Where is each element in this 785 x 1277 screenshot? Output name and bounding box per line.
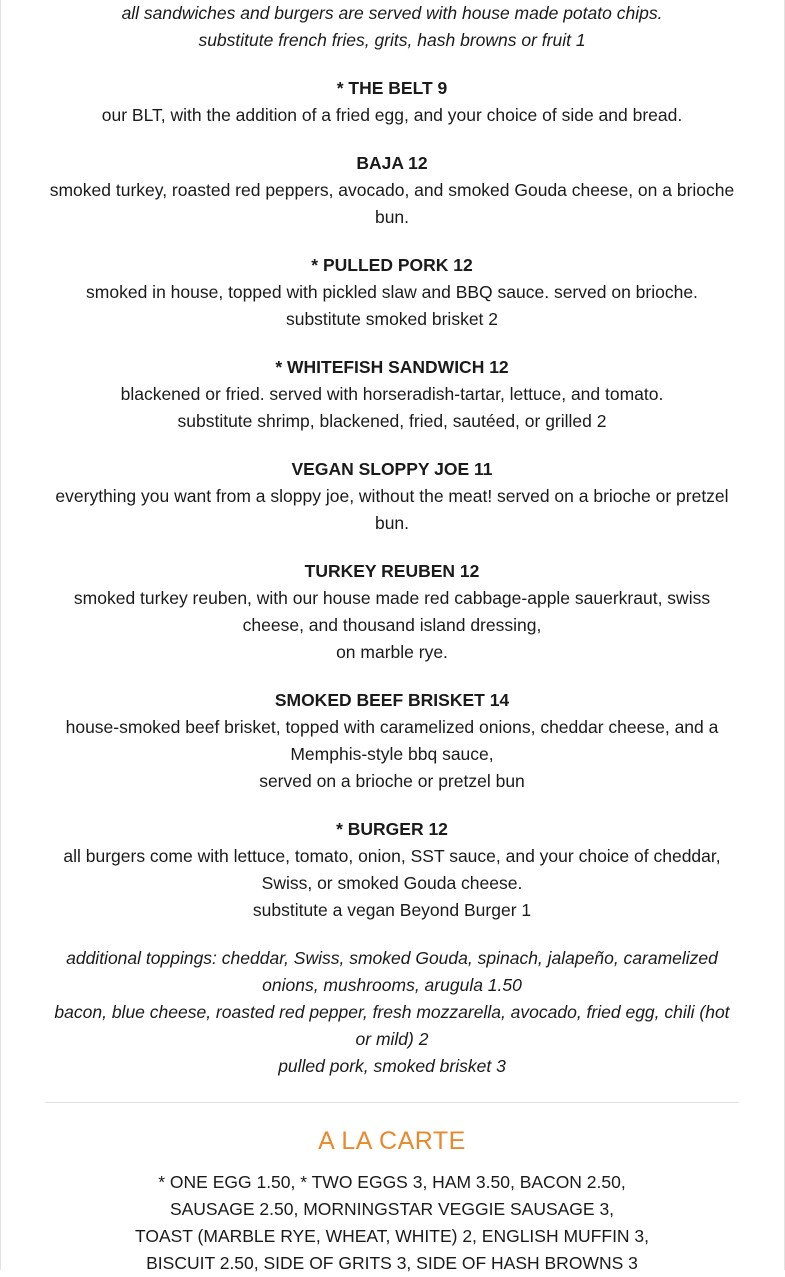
menu-item-vegan-sloppy-joe xyxy=(45,456,739,537)
section-title-a-la-carte: A LA CARTE xyxy=(318,1127,466,1155)
intro-line: substitute french fries, grits, hash browns or fruit 1 xyxy=(198,30,586,50)
menu-item-name: SMOKED BEEF BRISKET 14 xyxy=(274,690,510,710)
menu-item-name: VEGAN SLOPPY JOE 11 xyxy=(291,459,493,479)
sandwich-menu xyxy=(45,0,739,1277)
menu-item-substitution: substitute shrimp, blackened, fried, sautéed, or grilled 2 xyxy=(177,411,607,431)
menu-item-pulled-pork xyxy=(45,252,739,333)
toppings-line: bacon, blue cheese, roasted red pepper, fresh mozzarella, avocado, fried egg, chili (hot or mild) 2 xyxy=(54,1002,730,1049)
menu-item-description: smoked turkey reuben, with our house made red cabbage-apple sauerkraut, swiss cheese, and thousand island dressing, xyxy=(73,588,711,635)
menu-item-name: * PULLED PORK 12 xyxy=(311,255,473,275)
menu-item-name: * BURGER 12 xyxy=(336,819,448,839)
menu-item-substitution: substitute smoked brisket 2 xyxy=(285,309,499,329)
menu-item-baja xyxy=(45,150,739,231)
menu-item-name: BAJA 12 xyxy=(356,153,428,173)
menu-item-description: our BLT, with the addition of a fried egg, and your choice of side and bread. xyxy=(101,105,683,125)
menu-item-smoked-beef-brisket xyxy=(45,687,739,795)
menu-item-the-belt xyxy=(45,75,739,129)
menu-item-name: * THE BELT 9 xyxy=(336,78,448,98)
additional-toppings xyxy=(45,945,739,1080)
toppings-line: additional toppings: cheddar, Swiss, smoked Gouda, spinach, jalapeño, caramelized onions, mushrooms, arugula 1.50 xyxy=(66,948,718,995)
intro-line: all sandwiches and burgers are served with house made potato chips. xyxy=(121,3,663,23)
menu-item-description: on marble rye. xyxy=(336,642,448,662)
toppings-line: pulled pork, smoked brisket 3 xyxy=(278,1056,506,1076)
menu-item-name: * WHITEFISH SANDWICH 12 xyxy=(275,357,509,377)
menu-item-substitution: substitute a vegan Beyond Burger 1 xyxy=(252,900,532,920)
menu-item-description: house-smoked beef brisket, topped with caramelized onions, cheddar cheese, and a Memphis-style bbq sauce, xyxy=(65,717,719,764)
menu-intro xyxy=(45,0,739,54)
a-la-carte-line: SAUSAGE 2.50, MORNINGSTAR VEGGIE SAUSAGE 3, xyxy=(169,1199,615,1219)
a-la-carte-line: BISCUIT 2.50, SIDE OF GRITS 3, SIDE OF HASH BROWNS 3 xyxy=(146,1253,638,1273)
menu-item-description: blackened or fried. served with horseradish-tartar, lettuce, and tomato. xyxy=(120,384,664,404)
menu-item-whitefish-sandwich xyxy=(45,354,739,435)
menu-item-description: served on a brioche or pretzel bun xyxy=(259,771,525,791)
menu-item-description: everything you want from a sloppy joe, without the meat! served on a brioche or pretzel bun. xyxy=(55,486,729,533)
a-la-carte-list xyxy=(45,1169,739,1277)
menu-item-burger xyxy=(45,816,739,924)
menu-item-name: TURKEY REUBEN 12 xyxy=(304,561,480,581)
section-divider xyxy=(45,1102,739,1103)
menu-item-description: smoked turkey, roasted red peppers, avocado, and smoked Gouda cheese, on a brioche bun. xyxy=(49,180,735,227)
menu-item-turkey-reuben xyxy=(45,558,739,666)
menu-item-description: smoked in house, topped with pickled slaw and BBQ sauce. served on brioche. xyxy=(86,282,698,302)
menu-item-description: all burgers come with lettuce, tomato, onion, SST sauce, and your choice of cheddar, Swiss, or smoked Gouda cheese. xyxy=(63,846,721,893)
page-border-left xyxy=(0,0,1,1270)
a-la-carte-line: TOAST (MARBLE RYE, WHEAT, WHITE) 2, ENGLISH MUFFIN 3, xyxy=(134,1226,650,1246)
a-la-carte-line: * ONE EGG 1.50, * TWO EGGS 3, HAM 3.50, BACON 2.50, xyxy=(158,1172,626,1192)
